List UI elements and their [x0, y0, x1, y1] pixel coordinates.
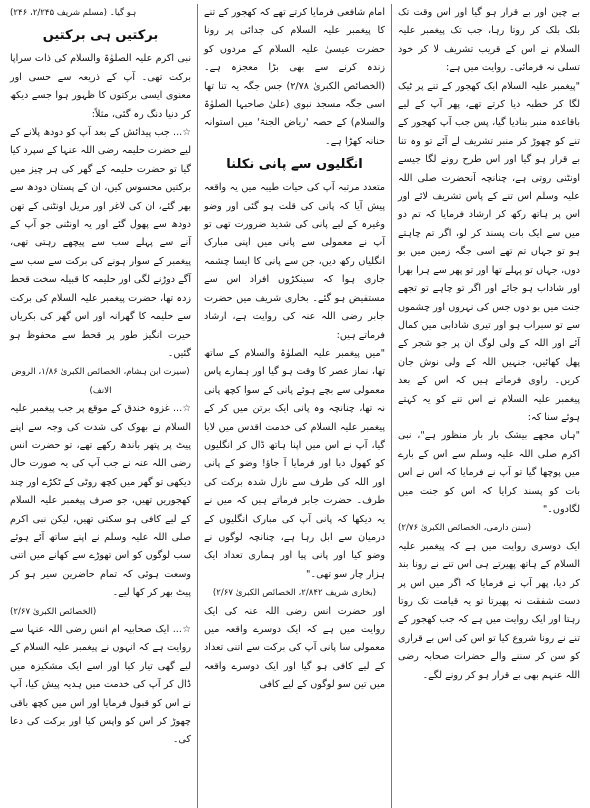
quote-paragraph: "میں پیغمبر علیہ الصلوٰۃ والسلام کے ساتھ تھا، نماز عصر کا وقت ہو گیا اور ہمارے پاس معمولی سے بچے ہوئے پانی کے سوا کچھ پانی نہ تھا، چنانچہ وہ پانی ایک برتن میں کر کے پیغمبر علیہ السلام کی خدمت اقدس میں لایا گیا، آپ نے اس میں اپنا ہاتھ ڈال کر انگلیوں کو کھول دیا اور فرمایا آ جاؤ! وضو کے پانی اور اللہ کی طرف سے نازل شدہ برکت کی طرف۔ حضرت جابر فرماتے ہیں کہ میں نے یہ دیکھا کہ پانی آپ کی مبارک انگلیوں کے درمیان سے ابل رہا ہے، چنانچہ لوگوں نے وضو کیا اور پانی پیا اور ہماری تعداد ایک ہزار چار سو تھی۔": [204, 347, 385, 580]
column-middle: [198, 4, 392, 808]
paragraph: اور حضرت انس رضی اللہ عنہ کی ایک روایت میں ہے کہ ایک دوسرے واقعہ میں معمولی سا پانی آپ کی برکت سے اتنی تعداد کے لیے کافی ہو گیا اور ایک دوسرے واقعہ میں تین سو لوگوں کے لیے کافی: [204, 605, 385, 691]
column-left: [4, 4, 198, 808]
paragraph: متعدد مرتبہ آپ کی حیات طیبہ میں یہ واقعہ پیش آیا کہ پانی کی قلت ہو گئی اور وضو وغیرہ کے لیے پانی کی شدید ضرورت تھی تو آپ نے معمولی سے پانی میں اپنی مبارک انگلیاں رکھ دیں، جن سے پانی کا ایسا چشمہ جاری ہوا کہ سینکڑوں افراد اس سے مستفیض ہو گئے۔ بخاری شریف میں حضرت جابر رضی اللہ عنہ کی روایت ہے، ارشاد فرماتے ہیں:: [204, 182, 385, 341]
paragraph: ☆... غزوہ خندق کے موقع پر جب پیغمبر علیہ السلام نے بھوک کی شدت کی وجہ سے اپنے پیٹ پر پتھر باندھ رکھے تھے، تو حضرت انس رضی اللہ عنہ نے جب آپ کی یہ صورت حال دیکھی تو گھر میں کچھ روٹی کے ٹکڑے اور چند کھجوریں تھیں، جو صرف پیغمبر علیہ السلام کے لیے کافی ہو سکتی تھیں، لیکن نبی اکرم صلی اللہ علیہ وسلم نے اپنے ساتھ آئے ہوئے سب لوگوں کو اس تھوڑے سے کھانے میں اتنی وسعت ہوئی کہ تمام حاضرین سیر ہو کر پیٹ بھر کر کھا لیے۔: [10, 403, 191, 599]
paragraph: ☆... جب پیدائش کے بعد آپ کو دودھ پلانے کے لیے حضرت حلیمہ رضی اللہ عنہا کے سپرد کیا گیا تو حضرت حلیمہ کے گھر کی ہر چیز میں برکتیں محسوس کیں، ان کے پستان دودھ سے بھر گئے، ان کی لاغر اور مریل اونٹنی کے تھن دودھ سے پھول گئے اور یہ اونٹنی جو آپ کے آنے سے پہلے سب سے پیچھے رہتی تھی، پیغمبر کے سوار ہونے کی برکت سے سب سے آگے دوڑنے لگی اور حلیمہ کا قبیلہ سخت قحط زدہ تھا، حضرت پیغمبر علیہ السلام کی برکت سے حلیمہ کا گھرانہ اور اس گھر کی بکریاں حیرت انگیز طور پر قحط سے محفوظ ہو گئیں۔: [10, 127, 191, 359]
section-heading: انگلیوں سے پانی نکلنا: [226, 157, 363, 173]
paragraph: ایک دوسری روایت میں ہے کہ پیغمبر علیہ السلام کے ہاتھ پھیرتے ہی اس تنے نے رونا بند کر دیا، پھر آپ نے فرمایا کہ اگر میں اس پر دست شفقت نہ پھیرتا تو یہ قیامت تک روتا رہتا اور ایک روایت میں ہے کہ جب کھجور کے تنے نے رونا شروع کیا تو اس کی اس بے قراری کو سن کر سننے والے حضرات صحابہ رضی اللہ عنہم بھی بے قرار ہو کر رونے لگے۔: [398, 540, 580, 681]
citation: (بخاری شریف ۲/۸۴۲، الخصائص الکبریٰ ۲/۶۷): [212, 588, 377, 599]
paragraph: امام شافعی فرمایا کرتے تھے کہ کھجور کے تنے کا پیغمبر علیہ السلام کی جدائی پر رونا حضرت عیسیٰ علیہ السلام کے مردوں کو زندہ کرنے سے بھی بڑا معجزہ ہے۔ (الخصائص الکبریٰ ۲/۷۸) جس جگہ یہ تنا تھا اسی جگہ مسجد نبوی (علیٰ صاحبہا الصلوٰۃ والسلام) کے حصہ 'ریاض الجنۃ' میں استوانہ حنانہ کھڑا ہے۔: [204, 7, 385, 147]
column-right: [392, 4, 586, 808]
citation: (سیرت ابن ہشام، الخصائص الکبریٰ ۱/۸۶، الروض الانف): [11, 367, 190, 396]
quote-paragraph: "ہاں مجھے بیشک بار بار منظور ہے"، نبی اکرم صلی اللہ علیہ وسلم سے اس کے بارے میں پوچھا گیا تو آپ نے فرمایا کہ اس نے اس بات کو پسند کرایا کہ اس کو جنت میں لگادوں۔": [398, 430, 580, 515]
citation: (سنن دارمی، الخصائص الکبریٰ ۲/۷۶): [398, 523, 531, 534]
paragraph: بے چین اور بے قرار ہو گیا اور اس وقت تک بلک بلک کر روتا رہا، جب تک پیغمبر علیہ السلام نے اس کے قریب تشریف لا کر خود تسلی نہ فرمائی۔ روایت میں ہے:: [398, 7, 580, 74]
paragraph: نبی اکرم علیہ الصلوٰۃ والسلام کی ذات سراپا برکت تھی۔ آپ کے ذریعہ سے حسی اور معنوی ایسی برکتوں کا ظہور ہوا جسے دیکھ کر دنیا دنگ رہ گئی، مثلاً:: [10, 53, 191, 120]
paragraph: ☆... ایک صحابیہ ام انس رضی اللہ عنہا سے روایت ہے کہ انہوں نے پیغمبر علیہ السلام کے لیے گھی تیار کیا اور اسے ایک مشکیزہ میں ڈال کر آپ کی خدمت میں ہدیہ پیش کیا، آپ نے اس کو قبول فرمایا اور اس میں کچھ باقی چھوڑ کر اس کو واپس کیا اور برکت کی دعا کی۔: [10, 624, 191, 746]
citation: ہو گیا۔ (مسلم شریف ۲/۲۴۵، ۲۴۶): [10, 8, 137, 18]
citation: (الخصائص الکبریٰ ۲/۶۷): [10, 606, 97, 617]
paragraph: "پیغمبر علیہ السلام ایک کھجور کے تنے پر ٹیک لگا کر خطبہ دیا کرتے تھے، پھر آپ کے لیے باقاعدہ منبر بنادیا گیا، پس جب آپ کھجور کے تنے کو چھوڑ کر منبر تشریف لے آئے تو وہ تنا بے قرار ہو گیا اور اس طرح رونے لگا جیسے اونٹنی روتی ہے، چنانچہ آنحضرت صلی اللہ علیہ وسلم اس تنے کے پاس تشریف لائے اور اس پر ہاتھ رکھ کر ارشاد فرمایا کہ تم دو میں سے ایک بات پسند کر لو، اگر تم چاہتے ہو تو جہاں تم تھے اسی جگہ زمین میں بو دوں، جہاں تو پہلے تھا اور تو پھر سے ہرا بھرا اور شاداب ہو جائے اور اگر تو چاہے تو تجھے جنت میں بو دوں جس کی نہروں اور چشموں سے تو سیراب ہو اور تیری شادابی میں کمال آئے اور اللہ کے ولی لوگ ان پر جو شجر کے پھل کھائیں، جنہیں اللہ کے ولی نوش جان کریں۔ راوی فرماتے ہیں کہ اس کے بعد پیغمبر علیہ السلام نے اس تنے کو یہ کہتے ہوئے سنا کہ:: [398, 80, 580, 423]
section-heading: برکتیں ہی برکتیں: [42, 28, 159, 44]
